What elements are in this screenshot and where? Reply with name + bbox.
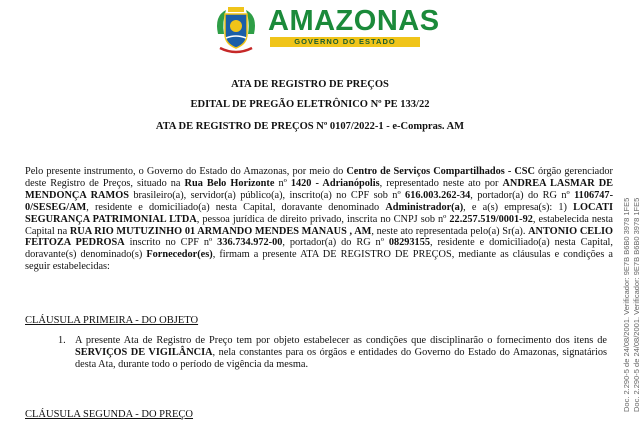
text-run: , e a(s) empresa(s): 1): [463, 201, 574, 213]
item-number: 1.: [58, 335, 66, 346]
text-run: , pessoa jurídica de direito privado, inscrita no CNPJ sob nº: [196, 213, 450, 225]
text-run: 336.734.972-00: [217, 237, 283, 249]
text-run: Rua Belo Horizonte: [184, 177, 275, 189]
text-run: , residente e domiciliado(a) nesta Capital, doravante(s) denominado(s): [25, 237, 613, 261]
clause-two-heading: CLÁUSULA SEGUNDA - DO PREÇO: [25, 409, 194, 420]
text-run: RUA RIO MUTUZINHO 01 ARMANDO MENDES MANAUS , AM: [69, 225, 372, 237]
text-run: 08293155: [388, 237, 430, 249]
text-run: , estabelecida nesta Capital na: [25, 213, 613, 237]
text-run: 1420 - Adrianópolis: [290, 177, 380, 189]
text-run: 616.003.262-34: [405, 189, 471, 201]
text-run: SERVIÇOS DE VIGILÂNCIA: [75, 347, 213, 358]
item-text: [75, 335, 607, 371]
text-run: A presente Ata de Registro de Preço tem por objeto estabelecer as condições que disciplinarão o fornecimento dos itens de: [75, 335, 607, 346]
text-run: , portador(a) do RG nº: [282, 237, 389, 249]
text-run: Fornecedor(es): [146, 249, 213, 261]
text-run: inscrito no CPF nº: [124, 237, 218, 249]
text-run: 22.257.519/0001-92: [449, 213, 533, 225]
text-run: ANTONIO CELIO FEITOZA PEDROSA: [25, 225, 614, 249]
document-title: ATA DE REGISTRO DE PREÇOS: [231, 79, 389, 90]
margin-stamp: Doc. 2.290-5 de 24/08/2001. Verificador: 9E7B B6B0 3978 1FE5: [622, 197, 631, 412]
text-run: nº: [274, 177, 291, 189]
margin-stamp: Doc. 2.290-5 de 24/08/2001. Verificador: 9E7B B6B0 3978 1FE5: [632, 197, 641, 412]
brand-subtitle: GOVERNO DO ESTADO: [270, 37, 420, 47]
text-run: , nela constantes para os órgãos e entidades do Governo do Estado do Amazonas, signatários desta Ata, durante todo o período de vigência da mesma.: [75, 347, 607, 370]
text-run: , residente e domiciliado(a) nesta Capital, doravante denominado: [86, 201, 386, 213]
intro-paragraph: [25, 166, 613, 273]
brand-name: AMAZONAS: [268, 5, 440, 37]
text-run: Centro de Serviços Compartilhados - CSC: [346, 166, 535, 177]
text-run: , portador(a) do RG nº: [470, 189, 575, 201]
text-run: brasileiro(a), servidor(a) público(a), inscrito(a) no CPF sob nº: [128, 189, 406, 201]
text-run: , representado neste ato por: [379, 177, 503, 189]
text-run: LOCATI SEGURANÇA PATRIMONIAL LTDA: [25, 201, 614, 225]
text-run: ANDREA LASMAR DE MENDONÇA RAMOS: [25, 177, 613, 201]
text-run: Pelo presente instrumento, o Governo do Estado do Amazonas, por meio do: [25, 166, 347, 177]
text-run: , firmam a presente ATA DE REGISTRO DE PREÇOS, mediante as cláusulas e condições a seguir estabelecidas:: [25, 249, 614, 273]
edital-title: EDITAL DE PREGÃO ELETRÔNICO Nº PE 133/22: [190, 99, 430, 110]
text-run: órgão gerenciador deste Registro de Preços, situado na: [25, 166, 613, 189]
text-run: , neste ato representada pelo(a) Sr(a).: [371, 225, 529, 237]
clause-one-heading: CLÁUSULA PRIMEIRA - DO OBJETO: [25, 315, 199, 326]
ata-number-title: ATA DE REGISTRO DE PREÇOS Nº 0107/2022-1 - e-Compras. AM: [155, 121, 465, 132]
amazonas-coat-of-arms-icon: [214, 4, 258, 56]
text-run: Administrador(a): [385, 201, 464, 213]
text-run: 1106747-0/SESEG/AM: [25, 189, 613, 213]
